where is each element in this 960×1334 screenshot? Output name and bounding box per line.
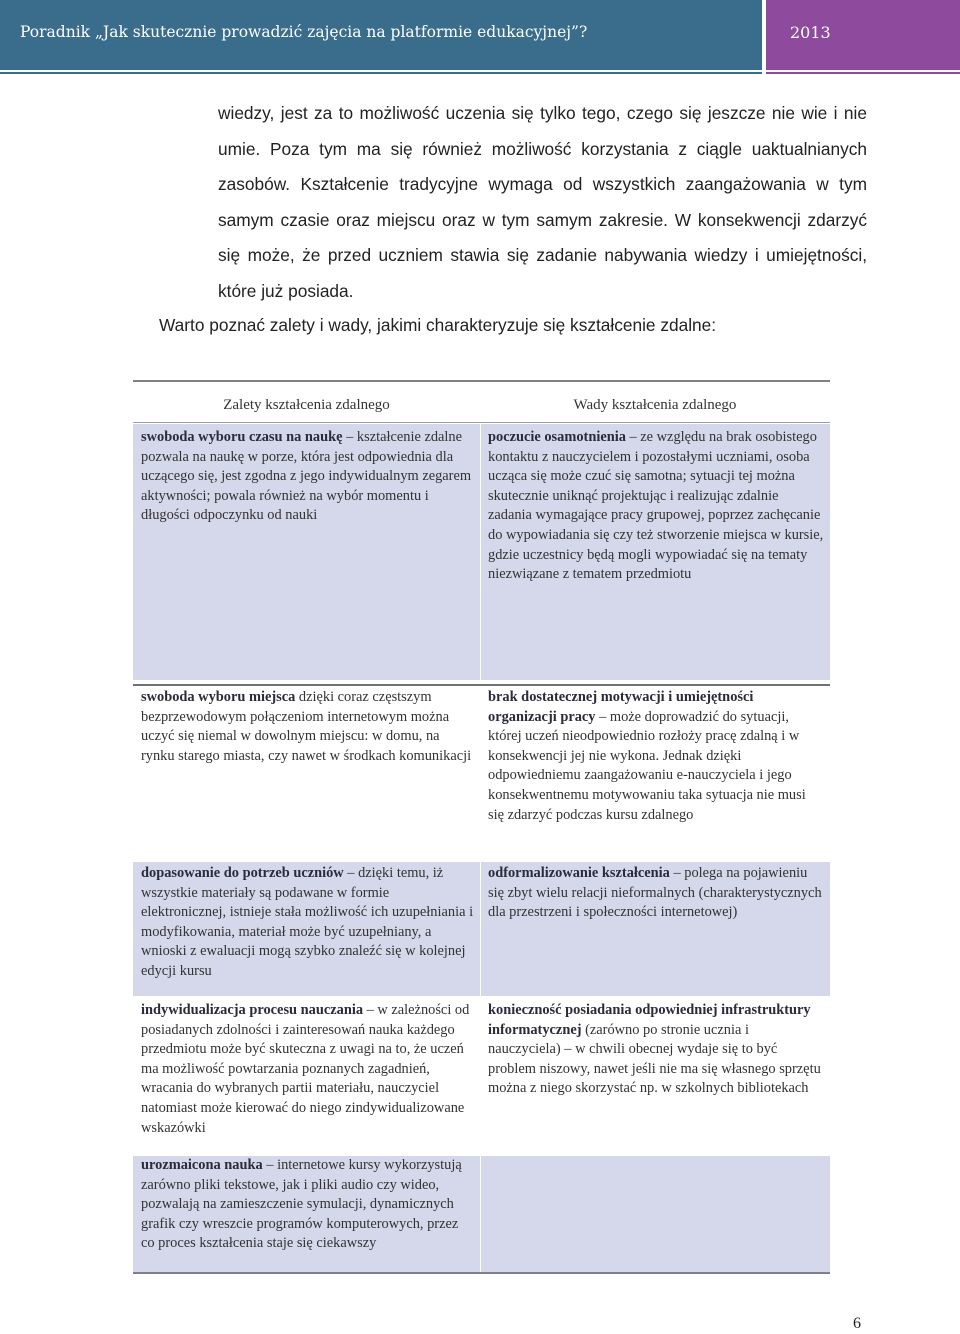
- pro-item-4-title: indywidualizacja procesu nauczania: [141, 1002, 364, 1018]
- pro-item-4-text: – w zależności od posiadanych zdolności i zainteresowań nauka każdego przedmiotu może być skuteczna z uwagi na to, że uczeń ma możliwość powtarzania poznanych zagadnień, wracania do wybranych partii materiału, nauczyciel natomiast może kierować do niego zindywidualizowane wskazówki: [141, 1002, 470, 1136]
- con-item-4-title: konieczność posiadania odpowiedniej infrastruktury informatycznej: [488, 1002, 811, 1038]
- con-item-3: [480, 864, 830, 923]
- table-intro: Warto poznać zalety i wady, jakimi charakteryzuje się kształcenie zdalne:: [159, 315, 717, 335]
- con-item-3-title: odformalizowanie kształcenia: [488, 865, 670, 881]
- pro-item-4: [133, 1001, 480, 1138]
- con-item-4-text: (zarówno po stronie ucznia i nauczyciela) – w chwili obecnej wydaje się to być problem niszowy, nawet jeśli nie ma się własnego sprzętu można z niego skorzystać np. w szkolnych bibliotekach: [488, 1021, 821, 1097]
- row-1-rule: [133, 684, 830, 686]
- pro-item-5: [133, 1156, 480, 1254]
- con-item-4: [480, 1001, 830, 1099]
- table-top-rule: [133, 380, 830, 382]
- pro-item-1-title: swoboda wyboru czasu na naukę: [141, 429, 343, 445]
- header-cons: Wady kształcenia zdalnego: [573, 397, 737, 413]
- pro-item-3-text: – dzięki temu, iż wszystkie materiały są podawane w formie elektronicznej, istnieje stała możliwość ich uzupełniania i modyfikowania, materiał może być uzupełniany, a wnioski z ewaluacji mogą szybko znaleźć się w kolejnej edycji kursu: [141, 865, 474, 979]
- header-pros: Zalety kształcenia zdalnego: [223, 397, 390, 413]
- pro-item-1: [133, 428, 480, 526]
- header-underline-right: [766, 72, 960, 74]
- table-bottom-rule: [133, 1272, 830, 1274]
- con-item-1-text: – ze względu na brak osobistego kontaktu z nauczycielem i pozostałymi uczniami, osoba ucząca się może czuć się samotna; sytuacji tej można skutecznie uniknąć projektując i realizując zdalnie zadania wymagające pracy grupowej, poprzez zachęcanie do wypowiadania się czy też stworzenie miejsca w kursie, gdzie uczestnicy będą mogli wypowiadać się na tematy niezwiązane z tematem przedmiotu: [488, 429, 824, 583]
- body-paragraph: wiedzy, jest za to możliwość uczenia się tylko tego, czego się jeszcze nie wie i nie umie. Poza tym ma się również możliwość korzystania z ciągle uaktualnianych zasobów. Kształcenie tradycyjne wymaga od wszystkich zaangażowania w tym samym czasie oraz miejscu oraz w tym samym zakresie. W konsekwencji zdarzyć się może, że przed uczniem stawia się zadanie nabywania wiedzy i umiejętności, które już posiada.: [218, 103, 867, 301]
- pro-item-3-title: dopasowanie do potrzeb uczniów: [141, 865, 344, 881]
- pro-item-2: [133, 688, 480, 766]
- pro-item-2-text: dzięki coraz częstszym bezprzewodowym połączeniom internetowym można uczyć się niemal w dowolnym miejscu: w domu, na rynku starego miasta, czy nawet w środkach komunikacji: [141, 689, 472, 764]
- con-item-2-title: brak dostatecznej motywacji i umiejętności organizacji pracy: [488, 689, 754, 725]
- pro-item-3: [133, 864, 480, 982]
- con-item-2: [480, 688, 830, 825]
- con-item-1: [480, 428, 830, 585]
- header-rule: [133, 422, 830, 423]
- header-title: Poradnik „Jak skutecznie prowadzić zajęcia na platformie edukacyjnej”?: [20, 23, 588, 41]
- header-year: 2013: [790, 23, 831, 42]
- page-number: 6: [853, 1315, 861, 1332]
- pro-item-2-title: swoboda wyboru miejsca: [141, 689, 296, 705]
- con-item-2-text: – może doprowadzić do sytuacji, której uczeń nieodpowiednio rozłoży pracę zdalną i w konsekwencji jej nie wykona. Jednak dzięki odpowiedniemu zaangażowaniu e-nauczyciela i jego konsekwentnemu motywowaniu taka sytuacja nie musi się zdarzyć podczas kursu zdalnego: [488, 708, 806, 823]
- con-item-3-text: – polega na pojawieniu się zbyt wielu relacji nieformalnych (charakterystycznych dla przestrzeni i społeczności internetowej): [488, 865, 822, 921]
- page-header: [0, 0, 960, 70]
- con-item-1-title: poczucie osamotnienia: [488, 429, 626, 445]
- pro-item-1-text: – kształcenie zdalne pozwala na naukę w porze, która jest odpowiednia dla uczącego się, jest zgodna z jego indywidualnym zegarem aktywności; powala również na wybór momentu i długości odpoczynku od nauki: [141, 429, 472, 524]
- row-5-divider: [480, 1156, 481, 1272]
- pro-item-5-text: – internetowe kursy wykorzystują zarówno pliki tekstowe, jak i pliki audio czy wideo, pozwalają na zamieszczenie symulacji, dynamicznych grafik czy wreszcie programów komputerowych, przez co proces kształcenia staje się ciekawszy: [141, 1157, 462, 1252]
- pro-item-5-title: urozmaicona nauka: [141, 1157, 263, 1173]
- header-underline-left: [0, 72, 762, 74]
